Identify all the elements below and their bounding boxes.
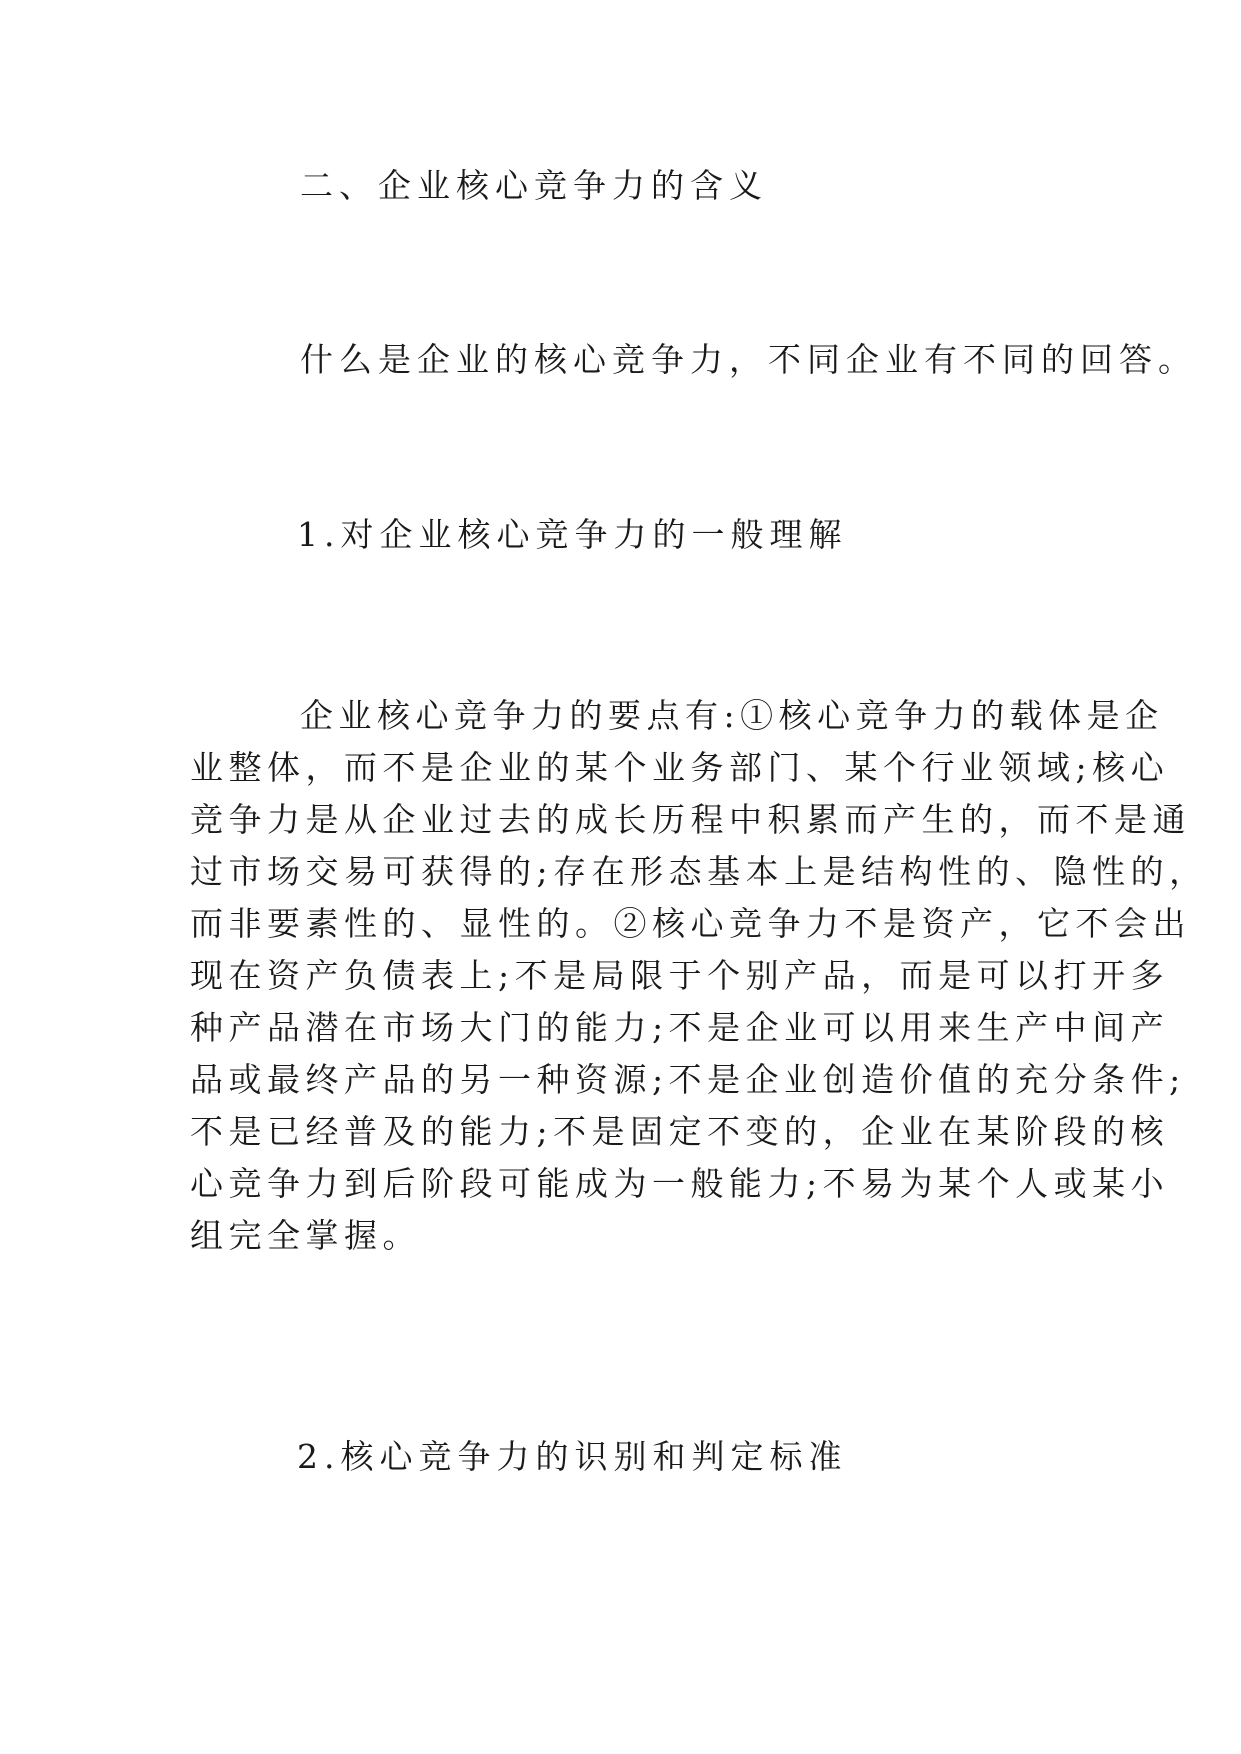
paragraph-line: 种产品潜在市场大门的能力;不是企业可以用来生产中间产: [190, 1008, 1170, 1047]
subheading-identification-criteria: 2.核心竞争力的识别和判定标准: [297, 1437, 848, 1476]
intro-sentence: 什么是企业的核心竞争力，不同企业有不同的回答。: [300, 340, 1197, 379]
key-points-paragraph: [190, 690, 1208, 1262]
paragraph-line: 过市场交易可获得的;存在形态基本上是结构性的、隐性的，: [190, 852, 1208, 891]
paragraph-line: 心竞争力到后阶段可能成为一般能力;不易为某个人或某小: [190, 1164, 1170, 1203]
paragraph-line: 而非要素性的、显性的。②核心竞争力不是资产，它不会出: [190, 904, 1191, 943]
paragraph-line: 业整体，而不是企业的某个业务部门、某个行业领域;核心: [190, 748, 1170, 787]
subheading-general-understanding: 1.对企业核心竞争力的一般理解: [297, 515, 848, 554]
paragraph-line: 品或最终产品的另一种资源;不是企业创造价值的充分条件;: [190, 1060, 1186, 1099]
section-heading: 二、企业核心竞争力的含义: [300, 166, 768, 205]
paragraph-line: 组完全掌握。: [190, 1216, 421, 1255]
paragraph-line: 企业核心竞争力的要点有:①核心竞争力的载体是企: [300, 696, 1164, 735]
paragraph-line: 现在资产负债表上;不是局限于个别产品，而是可以打开多: [190, 956, 1170, 995]
paragraph-line: 竞争力是从企业过去的成长历程中积累而产生的，而不是通: [190, 800, 1191, 839]
paragraph-line: 不是已经普及的能力;不是固定不变的，企业在某阶段的核: [190, 1112, 1170, 1151]
